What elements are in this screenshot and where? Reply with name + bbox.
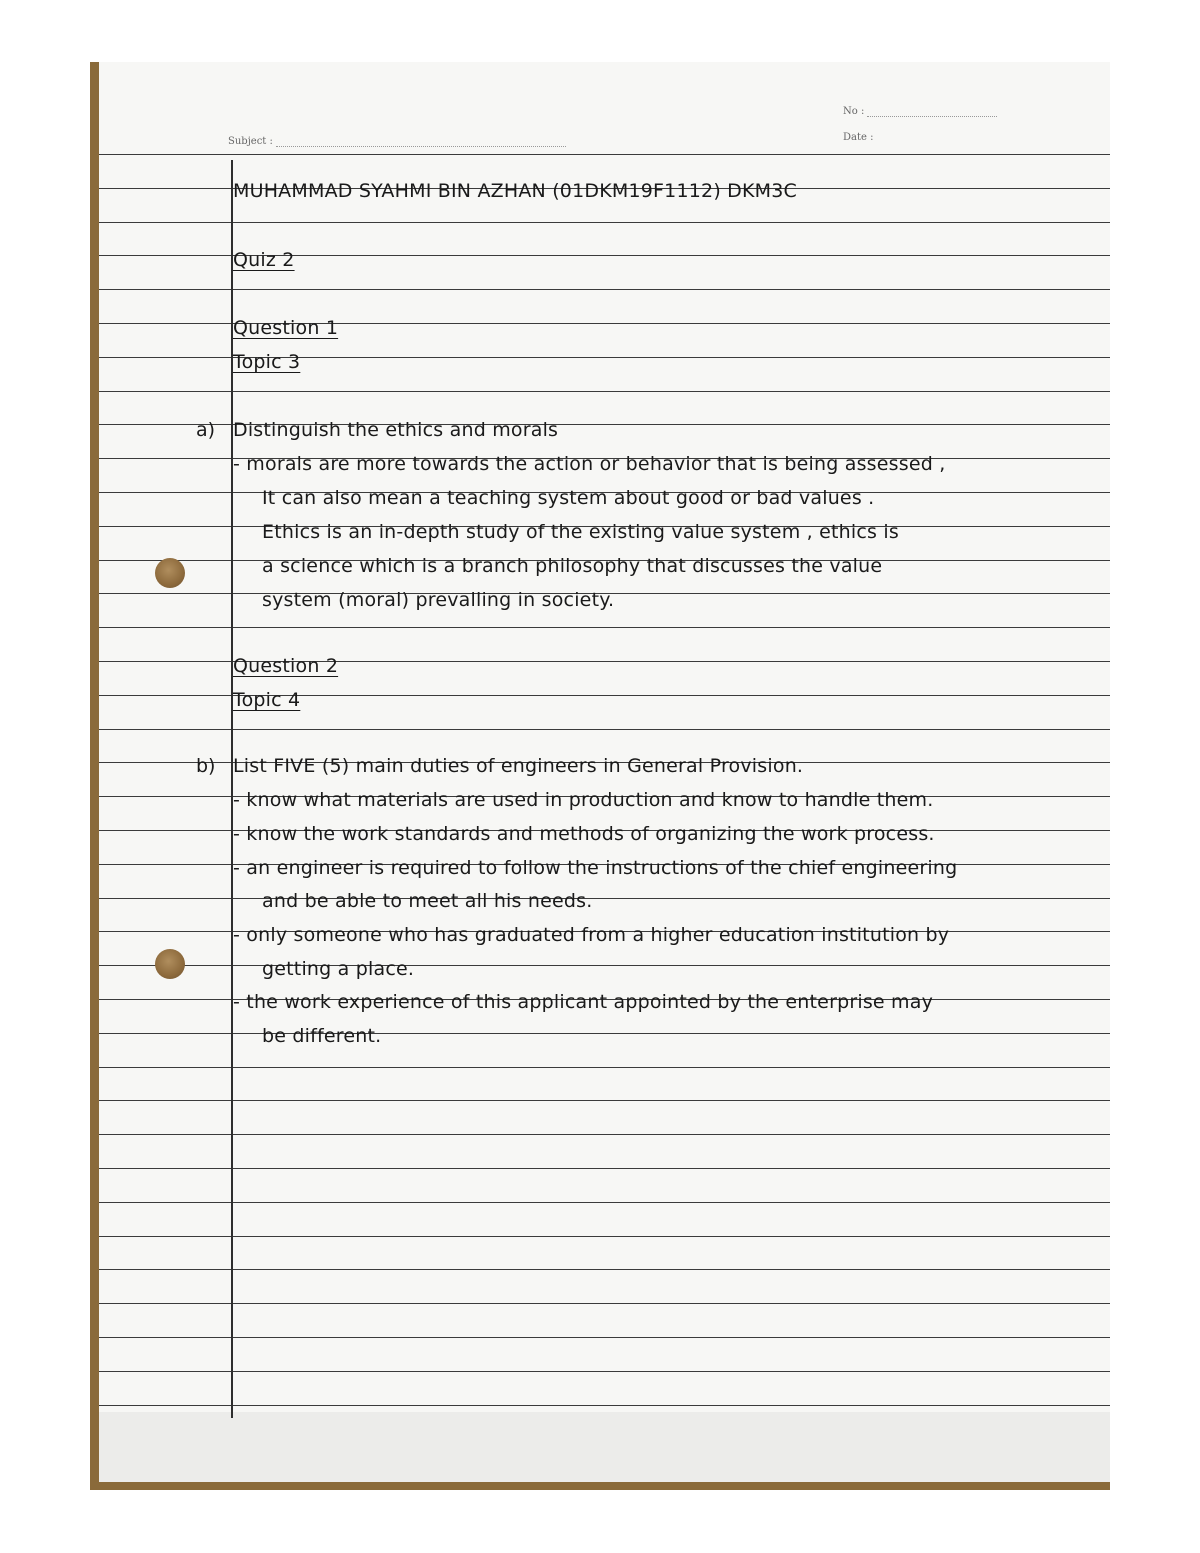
ruled-line bbox=[99, 391, 1110, 392]
subject-field bbox=[228, 136, 566, 147]
q1-answer-line: system (moral) prevalling in society. bbox=[262, 589, 615, 611]
ruled-line bbox=[99, 222, 1110, 223]
question2-prompt: List FIVE (5) main duties of engineers in General Provision. bbox=[233, 755, 804, 777]
q1-answer-line: - morals are more towards the action or behavior that is being assessed , bbox=[233, 453, 946, 475]
q2-answer-line: be different. bbox=[262, 1025, 382, 1047]
subject-label: Subject : bbox=[228, 136, 273, 147]
ruled-line bbox=[99, 1067, 1110, 1068]
date-label: Date : bbox=[843, 132, 874, 143]
q2-answer-line: and be able to meet all his needs. bbox=[262, 890, 593, 912]
ruled-line bbox=[99, 1134, 1110, 1135]
ruled-line bbox=[99, 1303, 1110, 1304]
question1-prompt: Distinguish the ethics and morals bbox=[233, 419, 559, 441]
page-bottom-margin bbox=[99, 1412, 1110, 1482]
ruled-line bbox=[99, 965, 1110, 966]
q2-answer-line: getting a place. bbox=[262, 958, 415, 980]
q1-answer-line: Ethics is an in-depth study of the existing value system , ethics is bbox=[262, 521, 899, 543]
question1-label: a) bbox=[196, 419, 216, 441]
question1-title: Question 1 bbox=[233, 317, 339, 339]
student-name-line: MUHAMMAD SYAHMI BIN AZHAN (01DKM19F1112) DKM3C bbox=[233, 180, 798, 202]
q2-answer-line: - know what materials are used in production and know to handle them. bbox=[233, 789, 934, 811]
q2-answer-line: - the work experience of this applicant appointed by the enterprise may bbox=[233, 991, 934, 1013]
question2-label: b) bbox=[196, 755, 216, 777]
punch-hole-top bbox=[155, 558, 185, 588]
q1-answer-line: It can also mean a teaching system about good or bad values . bbox=[262, 487, 875, 509]
no-label: No : bbox=[843, 106, 865, 117]
punch-hole-bottom bbox=[155, 949, 185, 979]
ruled-line bbox=[99, 1100, 1110, 1101]
ruled-line bbox=[99, 1168, 1110, 1169]
ruled-line bbox=[99, 898, 1110, 899]
no-field bbox=[843, 106, 997, 117]
quiz-title: Quiz 2 bbox=[233, 249, 295, 271]
ruled-line bbox=[99, 1236, 1110, 1237]
ruled-line bbox=[99, 154, 1110, 155]
q2-answer-line: - know the work standards and methods of organizing the work process. bbox=[233, 823, 935, 845]
ruled-line bbox=[99, 1202, 1110, 1203]
ruled-line bbox=[99, 729, 1110, 730]
q2-answer-line: - only someone who has graduated from a higher education institution by bbox=[233, 924, 950, 946]
date-field bbox=[843, 132, 873, 143]
ruled-line bbox=[99, 1269, 1110, 1270]
ruled-line bbox=[99, 289, 1110, 290]
q2-answer-line: - an engineer is required to follow the instructions of the chief engineering bbox=[233, 857, 958, 879]
question2-title: Question 2 bbox=[233, 655, 339, 677]
ruled-line bbox=[99, 627, 1110, 628]
no-dotted-line bbox=[867, 116, 997, 117]
question2-topic: Topic 4 bbox=[233, 689, 301, 711]
question1-topic: Topic 3 bbox=[233, 351, 301, 373]
ruled-line bbox=[99, 1405, 1110, 1406]
q1-answer-line: a science which is a branch philosophy that discusses the value bbox=[262, 555, 883, 577]
ruled-line bbox=[99, 1033, 1110, 1034]
ruled-line bbox=[99, 1337, 1110, 1338]
ruled-line bbox=[99, 1371, 1110, 1372]
subject-dotted-line bbox=[276, 146, 566, 147]
